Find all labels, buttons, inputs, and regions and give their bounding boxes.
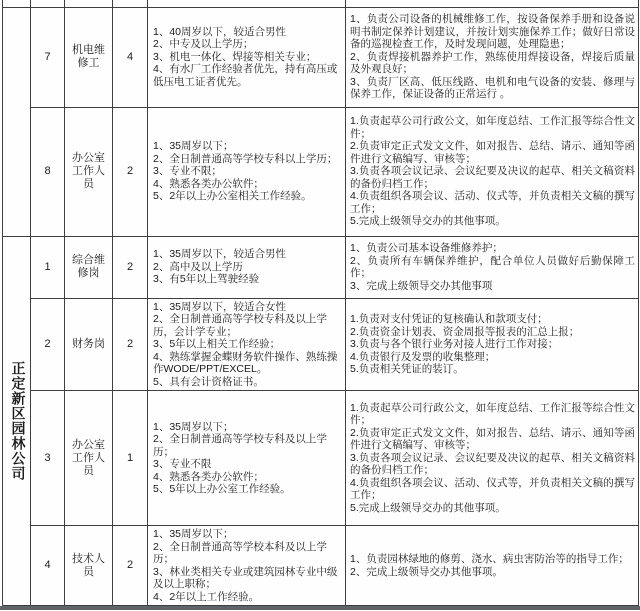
recruitment-table — [2, 0, 639, 606]
requirement-line: 5、2年以上办公室相关工作经验。 — [153, 190, 312, 203]
clipped-cell — [65, 0, 113, 7]
requirements-cell — [148, 391, 346, 526]
duty-line: 4.负责组织各项会议、活动、仪式等，并负责相关文稿的撰写工作； — [350, 190, 635, 215]
requirements-cell — [148, 526, 346, 606]
duty-line: 2、负责焊接机器养护工作，熟练使用焊接设备，焊接后质量及外观良好； — [350, 50, 635, 76]
requirement-line: 4、有水厂工作经验者优先，持有高压或低压电工证者优先。 — [153, 63, 338, 88]
requirement-line: 5、5年以上办公室工作经验。 — [153, 483, 291, 495]
duties-cell — [346, 526, 639, 606]
table-row — [3, 236, 639, 298]
count-cell: 2 — [113, 107, 148, 236]
requirement-line: 1、35周岁以下； — [153, 420, 234, 433]
duty-line: 5.负责相关凭证的装订。 — [350, 363, 464, 375]
requirement-line: 3、林业类相关专业或建筑园林专业中级及以上职称； — [153, 565, 338, 590]
requirement-line: 2、全日制普通高等学校本科及以上学历； — [153, 540, 327, 565]
table-row — [3, 7, 639, 107]
requirement-line: 4、2年以上工作经验。 — [153, 590, 260, 603]
duty-line: 1、负责公司基本设备维修养护； — [350, 242, 503, 254]
duty-line: 2.负责审定正式发文文件，如对报告、总结、请示、通知等函件进行文稿编写、审核等； — [350, 426, 635, 452]
duties-cell — [346, 236, 639, 298]
clipped-row — [3, 0, 639, 7]
requirement-line: 1、35周岁以下； — [153, 528, 234, 540]
row-number-cell: 2 — [31, 298, 65, 391]
duty-line: 2.负责资金计划表、资金周报等报表的汇总上报； — [350, 325, 580, 338]
duties-cell — [346, 298, 639, 391]
row-number-cell: 8 — [31, 107, 65, 236]
duties-cell — [346, 391, 639, 526]
duty-line: 1、负责园林绿地的修剪、浇水、病虫害防治等的指导工作； — [350, 553, 629, 565]
duty-line: 5.完成上级领导交办的其他事项。 — [350, 215, 506, 228]
requirement-line: 2、全日制普通高等学校专科以上学历； — [153, 152, 338, 165]
requirement-line: 1、40周岁以下，较适合男性 — [153, 25, 287, 38]
requirement-line: 3、专业不限 — [153, 458, 212, 470]
duty-line: 2.负责审定正式发文文件，如对报告、总结、请示、通知等函件进行文稿编写、审核等； — [350, 140, 635, 165]
requirements-cell — [148, 236, 346, 298]
requirement-line: 3、5年以上相关工作经验； — [153, 338, 281, 350]
company-cell-blank — [3, 7, 31, 236]
requirement-line: 1、35周岁以下； — [153, 140, 234, 153]
row-number-cell: 7 — [31, 7, 65, 107]
table-row — [3, 298, 639, 391]
count-cell: 2 — [113, 236, 148, 298]
duty-line: 2、负责所有车辆保养维护，配合单位人员做好后勤保障工作； — [350, 254, 635, 279]
duty-line: 3.负责各项会议记录、会议纪要及决议的起草、相关文稿资料的备份归档工作； — [350, 165, 635, 190]
clipped-cell — [113, 0, 148, 7]
requirement-line: 4、熟悉各类办公软件； — [153, 177, 264, 190]
position-cell: 综合维修岗 — [65, 236, 113, 298]
requirement-line: 3、有5年以上驾驶经验 — [153, 273, 260, 286]
duty-line: 5.完成上级领导交办的其他事项。 — [350, 501, 506, 514]
table-row — [3, 391, 639, 526]
duties-cell — [346, 7, 639, 107]
duty-line: 2、完成上级领导交办其他事项。 — [350, 565, 503, 578]
requirements-cell — [148, 7, 346, 107]
count-cell: 2 — [113, 526, 148, 606]
requirement-line: 4、熟悉各类办公软件； — [153, 470, 264, 483]
position-cell: 办公室工作人员 — [65, 107, 113, 236]
duty-line: 1.负责对支付凭证的复核确认和款项支付； — [350, 313, 548, 325]
duty-line: 1.负责起草公司行政公文，如年度总结、工作汇报等综合性文件； — [350, 115, 635, 140]
duty-line: 1、负责公司设备的机械维修工作，按设备保养手册和设备说明书制定保养计划建议，并按计划实施保养工作；做好日常设备的巡视检查工作，及时发现问题，处理隐患； — [350, 13, 635, 51]
requirement-line: 2、全日制普通高等学校专科及以上学历； — [153, 433, 327, 458]
duties-cell — [346, 107, 639, 236]
count-cell: 2 — [113, 298, 148, 391]
duty-line: 3、负责厂区高、低压线路、电机和电气设备的安装、修理与保养工作，保证设备的正常运行 。 — [350, 75, 635, 101]
clipped-cell — [346, 0, 639, 7]
requirement-line: 2、全日制普通高等学校专科及以上学历，会计学专业； — [153, 313, 327, 338]
requirement-line: 1、35周岁以下，较适合男性 — [153, 248, 287, 261]
company-name: 正定新区园林公司 — [9, 360, 25, 481]
position-cell: 办公室工作人员 — [65, 391, 113, 526]
requirement-line: 1、35周岁以下，较适合女性 — [153, 300, 287, 313]
row-number-cell: 1 — [31, 236, 65, 298]
count-cell: 4 — [113, 7, 148, 107]
requirements-cell — [148, 298, 346, 391]
duty-line: 1.负责起草公司行政公文，如年度总结、工作汇报等综合性文件； — [350, 401, 635, 427]
requirement-line: 2、高中及以上学历 — [153, 260, 243, 273]
duty-line: 3.负责各项会议记录、会议纪要及决议的起草、相关文稿资料的备份归档工作； — [350, 451, 635, 477]
table-row — [3, 107, 639, 236]
requirement-line: 3、机电一体化、焊接等相关专业； — [153, 50, 317, 63]
duty-line: 3、完成上级领导交办其他事项 — [350, 279, 493, 292]
clipped-cell — [31, 0, 65, 7]
requirement-line: 2、中专及以上学历； — [153, 38, 254, 51]
requirement-line: 3、专业不限； — [153, 165, 222, 178]
clipped-cell — [3, 0, 31, 7]
requirement-line: 4、熟练掌握金蝶财务软件操作、熟练操作WODE/PPT/EXCEL。 — [153, 350, 338, 375]
clipped-cell — [148, 0, 346, 7]
duty-line: 4.负责组织各项会议、活动、仪式等，并负责相关文稿的撰写工作； — [350, 476, 635, 502]
position-cell: 财务岗 — [65, 298, 113, 391]
row-number-cell: 3 — [31, 391, 65, 526]
position-cell: 机电维修工 — [65, 7, 113, 107]
duty-line: 3.负责与各个银行业务对接人进行工作对接； — [350, 338, 559, 350]
table-bottom-border — [0, 606, 640, 610]
company-cell — [3, 236, 31, 606]
position-cell: 技术人员 — [65, 526, 113, 606]
table-row — [3, 526, 639, 606]
duty-line: 4.负责银行及发票的收集整理； — [350, 350, 496, 363]
requirements-cell — [148, 107, 346, 236]
row-number-cell: 4 — [31, 526, 65, 606]
count-cell: 1 — [113, 391, 148, 526]
requirement-line: 5、具有会计资格证书。 — [153, 375, 264, 388]
